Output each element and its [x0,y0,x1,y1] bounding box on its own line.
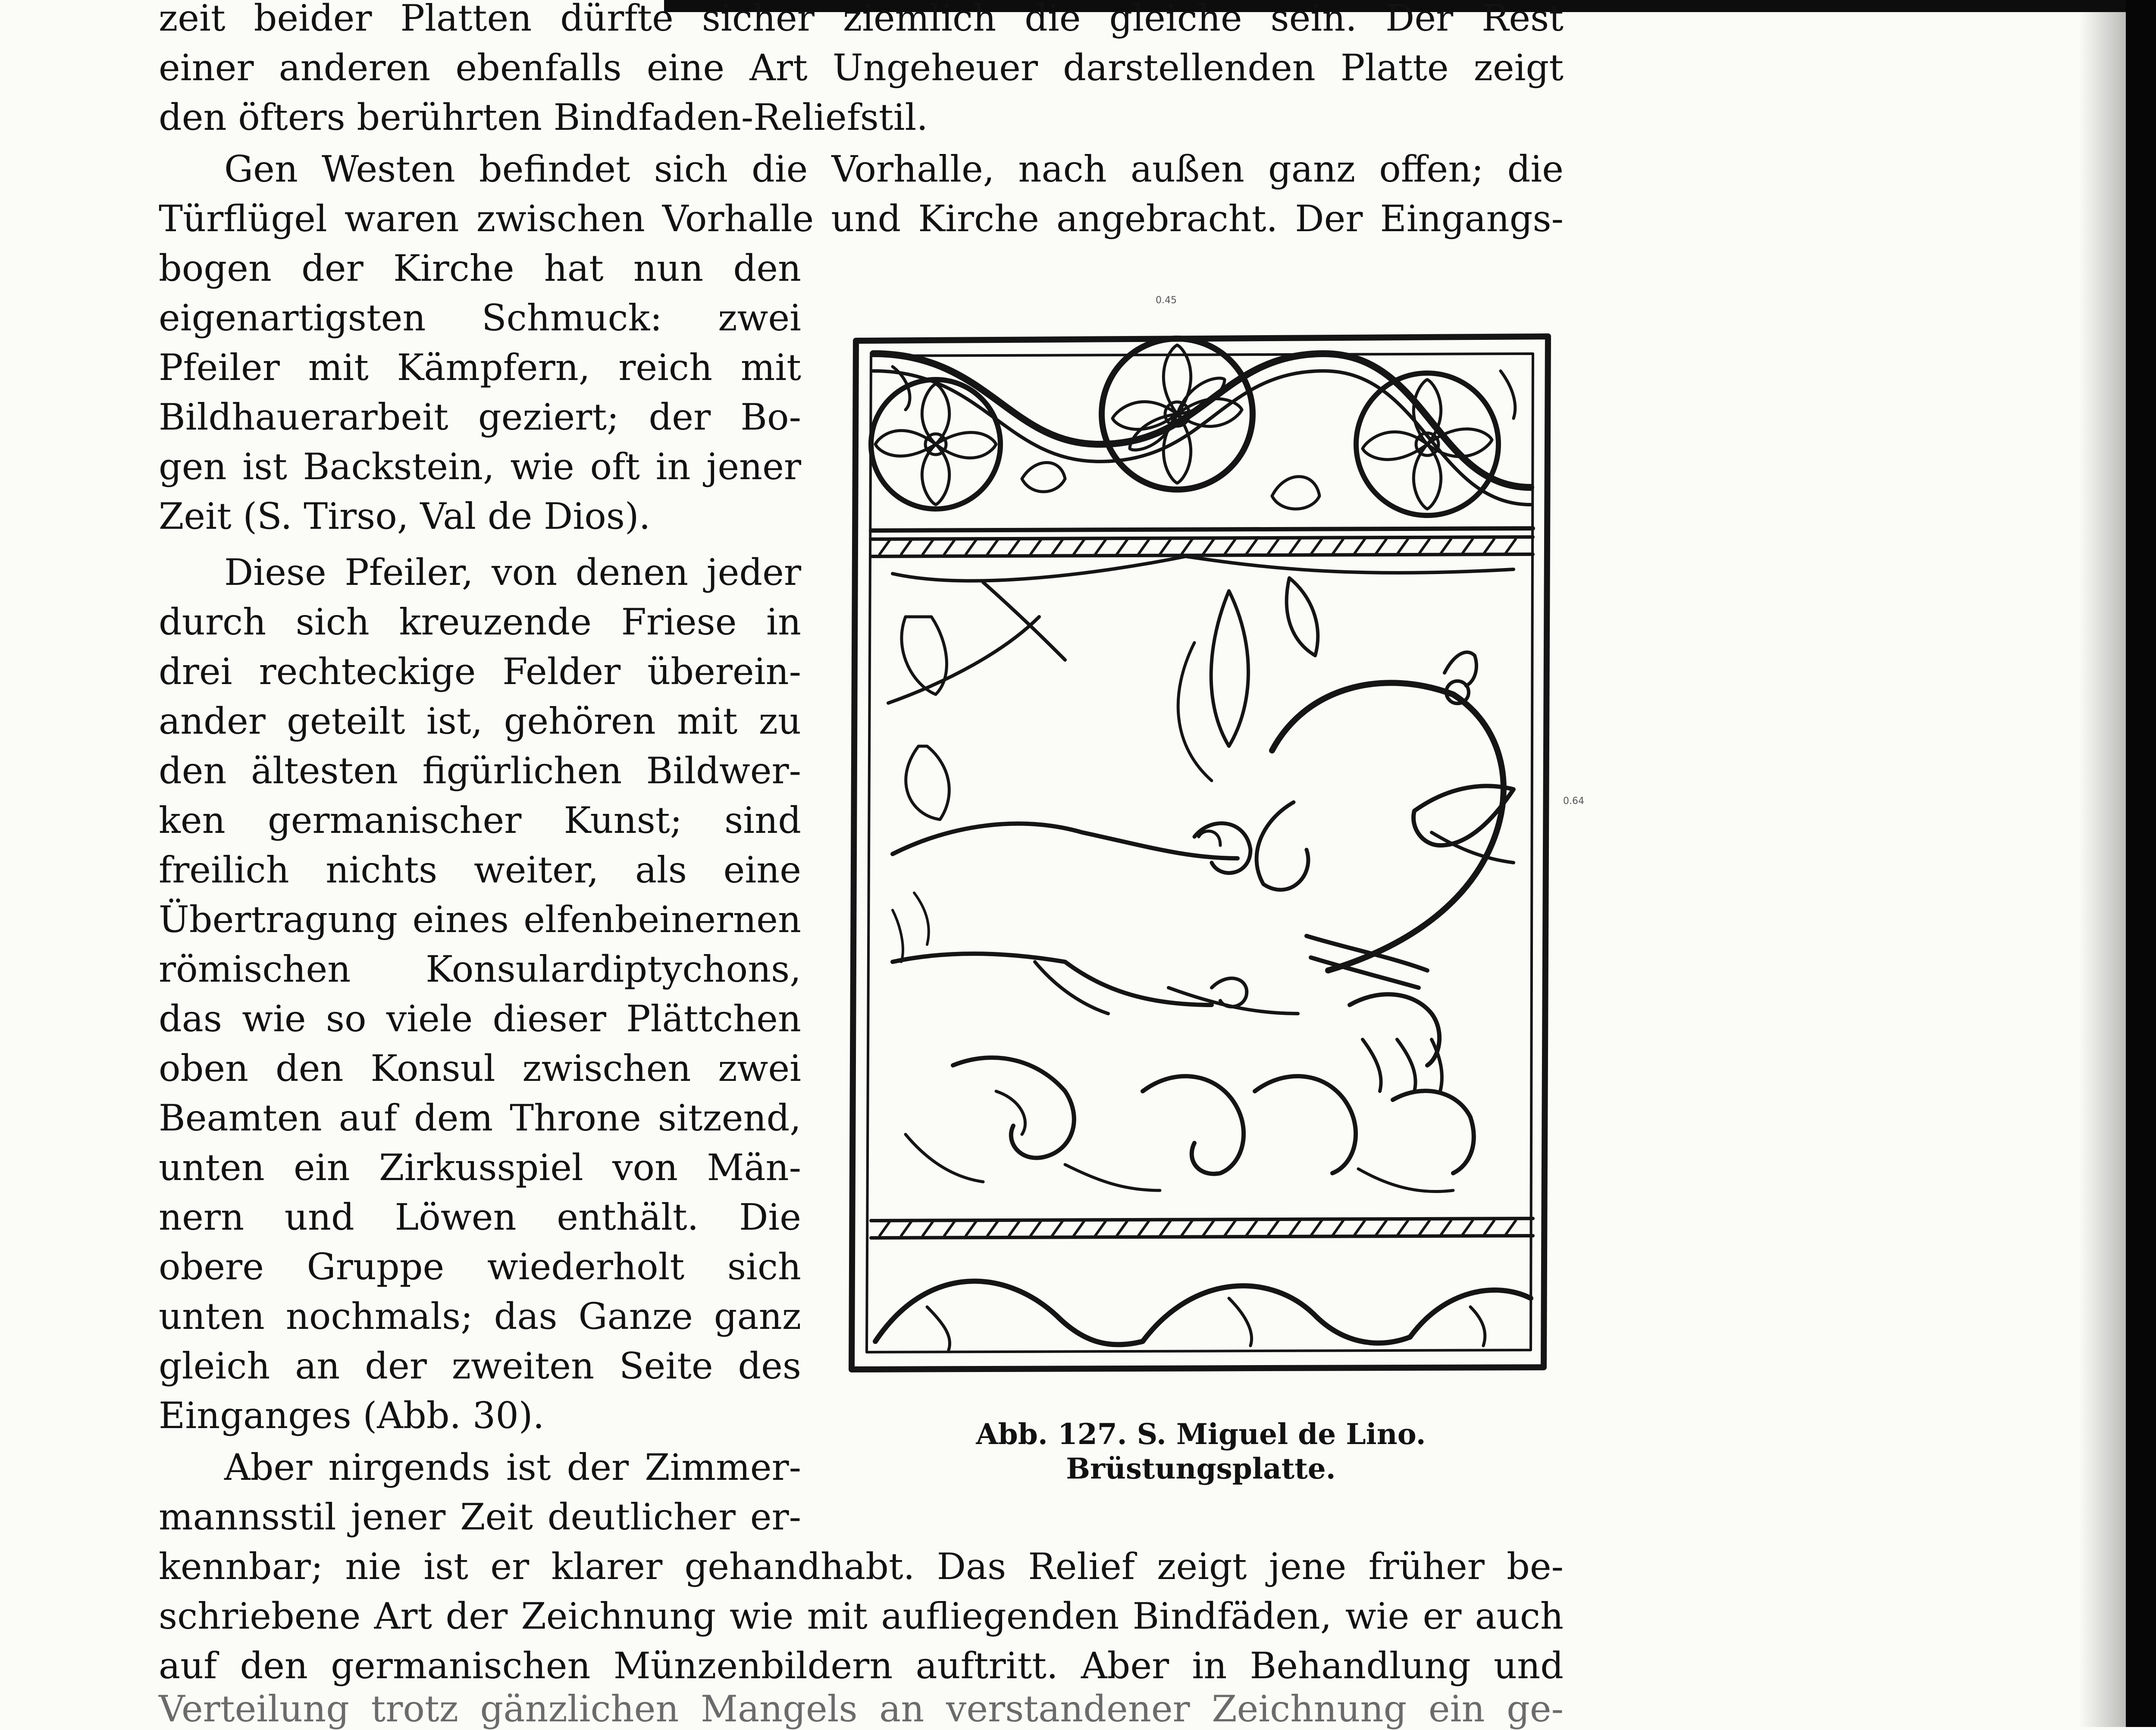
text-line: Beamten auf dem Throne sitzend, [159,1097,801,1139]
text-line: den ältesten figürlichen Bildwer- [159,750,801,792]
text-line: Zeit (S. Tirso, Val de Dios). [159,495,651,537]
text-line: eigenartigsten Schmuck: zwei [159,297,801,339]
text-line: auf den germanischen Münzenbildern auftritt. Aber in Behandlung und [159,1645,1564,1687]
text-line: Einganges (Abb. 30). [159,1394,545,1437]
text-line: Bildhauerarbeit geziert; der Bo- [159,396,801,438]
scale-mark-top: 0.45 [1156,295,1177,306]
text-line: oben den Konsul zwischen zwei [159,1047,801,1089]
text-line: ken germanischer Kunst; sind [159,799,801,841]
text-line: unten nochmals; das Ganze ganz [159,1295,801,1338]
text-line: mannsstil jener Zeit deutlicher er- [159,1496,801,1538]
text-line: Pfeiler mit Kämpfern, reich mit [159,346,801,389]
text-line: Diese Pfeiler, von denen jeder [224,551,801,593]
text-line: einer anderen ebenfalls eine Art Ungeheuer darstellenden Platte zeigt [159,47,1564,89]
figure-caption-title: Abb. 127. S. Miguel de Lino. [976,1417,1426,1451]
text-line: drei rechteckige Felder überein- [159,650,801,693]
text-line: Aber nirgends ist der Zimmer- [224,1446,801,1488]
text-line: gleich an der zweiten Seite des [159,1345,801,1387]
text-line: gen ist Backstein, wie oft in jener [159,446,801,488]
text-line: obere Gruppe wiederholt sich [159,1246,801,1288]
scale-mark-side: 0.64 [1563,796,1584,807]
text-line: kennbar; nie ist er klarer gehandhabt. Das Relief zeigt jene früher be- [159,1545,1564,1588]
text-line: durch sich kreuzende Friese in [159,601,801,643]
text-line: Gen Westen befindet sich die Vorhalle, nach außen ganz offen; die [224,148,1564,190]
text-line: ander geteilt ist, gehören mit zu [159,700,801,742]
relief-illustration [841,315,1578,1402]
scan-dark-edge [2126,0,2156,1727]
text-line: zeit beider Platten dürfte sicher ziemlich die gleiche sein. Der Rest [159,0,1564,39]
text-line: schriebene Art der Zeichnung wie mit aufliegenden Bindfäden, wie er auch [159,1595,1564,1637]
text-line: das wie so viele dieser Plättchen [159,998,801,1040]
bleed-through-handwriting [1889,604,2031,1251]
text-line: bogen der Kirche hat nun den [159,247,801,289]
text-line: nern und Löwen enthält. Die [159,1196,801,1238]
text-line: unten ein Zirkusspiel von Män- [159,1146,801,1189]
text-line: Übertragung eines elfenbeinernen [159,898,801,941]
text-line: freilich nichts weiter, als eine [159,849,801,891]
text-line: Türflügel waren zwischen Vorhalle und Kirche angebracht. Der Eingangs- [159,198,1564,240]
text-line: römischen Konsulardiptychons, [159,948,801,990]
text-line: den öfters berührten Bindfaden-Reliefstil. [159,96,928,138]
text-line: Verteilung trotz gänzlichen Mangels an verstandener Zeichnung ein ge- [159,1688,1564,1730]
figure-caption-subtitle: Brüstungsplatte. [1066,1452,1336,1485]
